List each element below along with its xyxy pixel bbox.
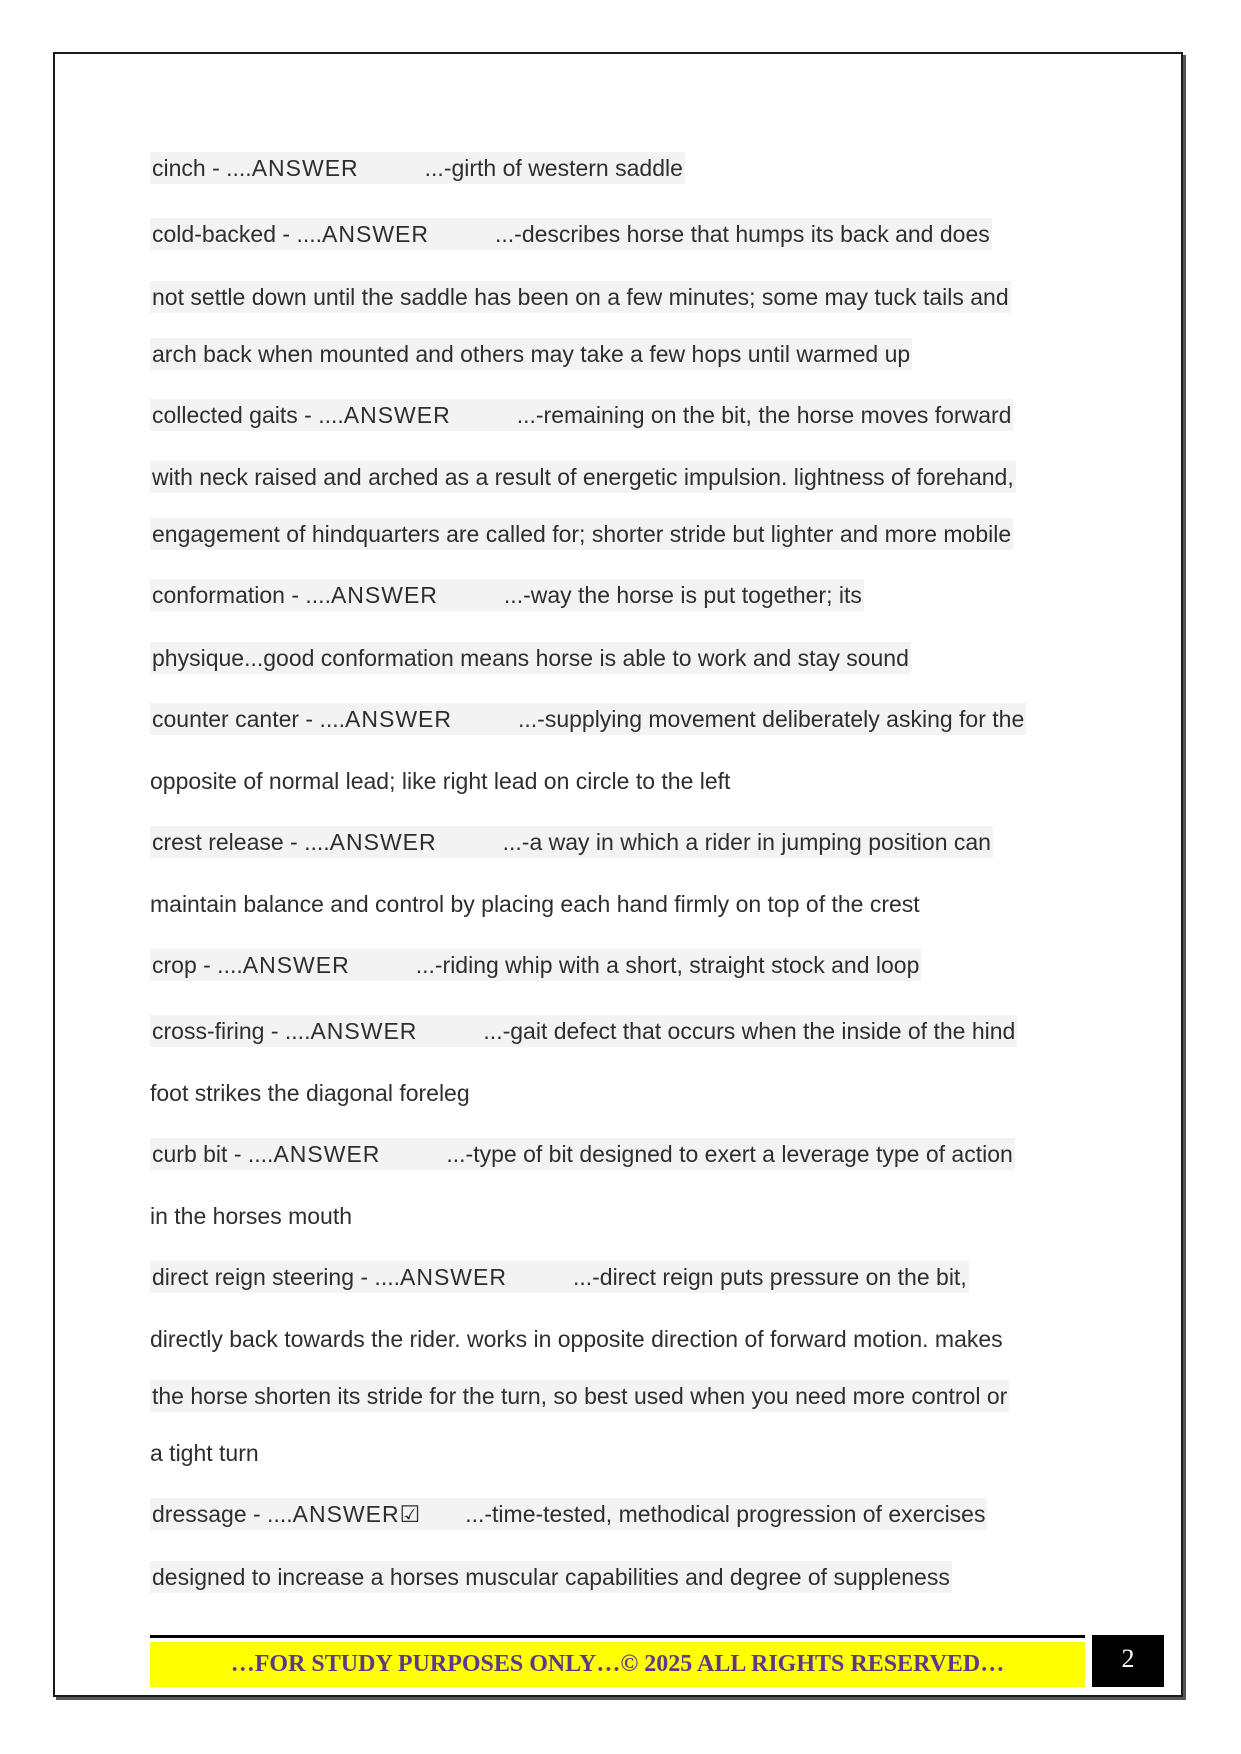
footer-rule <box>150 1635 1085 1638</box>
term: cinch - .... <box>152 155 252 181</box>
entry-cold-backed <box>150 218 992 250</box>
definition-continued: designed to increase a horses muscular capabilities and degree of suppleness <box>150 1561 952 1593</box>
term: dressage - .... <box>152 1501 293 1527</box>
definition-continued: directly back towards the rider. works in opposite direction of forward motion. makes <box>150 1326 1003 1352</box>
term: conformation - .... <box>152 582 331 608</box>
definition: ...-way the horse is put together; its <box>503 582 862 608</box>
definition-continued: opposite of normal lead; like right lead on circle to the left <box>150 768 731 794</box>
entry-crest-release <box>150 826 993 858</box>
term: crop - .... <box>152 952 243 978</box>
page-number: 2 <box>1092 1635 1164 1687</box>
definition-continued: engagement of hindquarters are called for; shorter stride but lighter and more mobile <box>150 518 1013 550</box>
definition: ...-riding whip with a short, straight stock and loop <box>415 952 920 978</box>
definition: ...-time-tested, methodical progression of exercises <box>465 1501 986 1527</box>
definition-continued: foot strikes the diagonal foreleg <box>150 1080 470 1106</box>
footer-notice: …FOR STUDY PURPOSES ONLY…© 2025 ALL RIGHTS RESERVED… <box>150 1642 1085 1687</box>
entry-crop <box>150 949 921 981</box>
entry-cross-firing <box>150 1015 1017 1047</box>
entry-curb-bit <box>150 1138 1015 1170</box>
answer-label: ANSWER <box>310 1018 418 1044</box>
entry-conformation <box>150 579 864 611</box>
term: curb bit - .... <box>152 1141 274 1167</box>
entry-dressage <box>150 1498 987 1530</box>
definition-continued: not settle down until the saddle has been on a few minutes; some may tuck tails and <box>150 281 1011 313</box>
term: crest release - .... <box>152 829 330 855</box>
definition-continued: physique...good conformation means horse is able to work and stay sound <box>150 642 911 674</box>
definition: ...-describes horse that humps its back and does <box>494 221 990 247</box>
term: collected gaits - .... <box>152 402 344 428</box>
definition: ...-direct reign puts pressure on the bit, <box>572 1264 967 1290</box>
answer-label: ANSWER <box>343 402 451 428</box>
entry-cinch <box>150 152 685 184</box>
definition-continued: with neck raised and arched as a result of energetic impulsion. lightness of forehand, <box>150 461 1016 493</box>
definition: ...-type of bit designed to exert a leverage type of action <box>446 1141 1013 1167</box>
definition: ...-supplying movement deliberately asking for the <box>517 706 1025 732</box>
term: cross-firing - .... <box>152 1018 311 1044</box>
definition-continued: arch back when mounted and others may take a few hops until warmed up <box>150 338 912 370</box>
answer-label: ANSWER☑ <box>292 1501 422 1527</box>
answer-label: ANSWER <box>400 1264 507 1290</box>
definition-continued: a tight turn <box>150 1440 259 1466</box>
answer-label: ANSWER <box>242 952 350 978</box>
definition: ...-gait defect that occurs when the inside of the hind <box>483 1018 1016 1044</box>
definition: ...-remaining on the bit, the horse moves forward <box>516 402 1012 428</box>
answer-label: ANSWER <box>322 221 429 247</box>
entry-direct-reign-steering <box>150 1261 969 1293</box>
definition-continued: the horse shorten its stride for the turn, so best used when you need more control or <box>150 1380 1009 1412</box>
term: cold-backed - .... <box>152 221 323 247</box>
definition: ...-girth of western saddle <box>424 155 683 181</box>
term: counter canter - .... <box>152 706 346 732</box>
definition: ...-a way in which a rider in jumping position can <box>502 829 991 855</box>
answer-label: ANSWER <box>345 706 452 732</box>
answer-label: ANSWER <box>273 1141 381 1167</box>
term: direct reign steering - .... <box>152 1264 400 1290</box>
answer-label: ANSWER <box>329 829 437 855</box>
definition-continued: in the horses mouth <box>150 1203 353 1229</box>
answer-label: ANSWER <box>251 155 359 181</box>
entry-counter-canter <box>150 703 1026 735</box>
entry-collected-gaits <box>150 399 1013 431</box>
definition-continued: maintain balance and control by placing each hand firmly on top of the crest <box>150 891 920 917</box>
answer-label: ANSWER <box>330 582 438 608</box>
